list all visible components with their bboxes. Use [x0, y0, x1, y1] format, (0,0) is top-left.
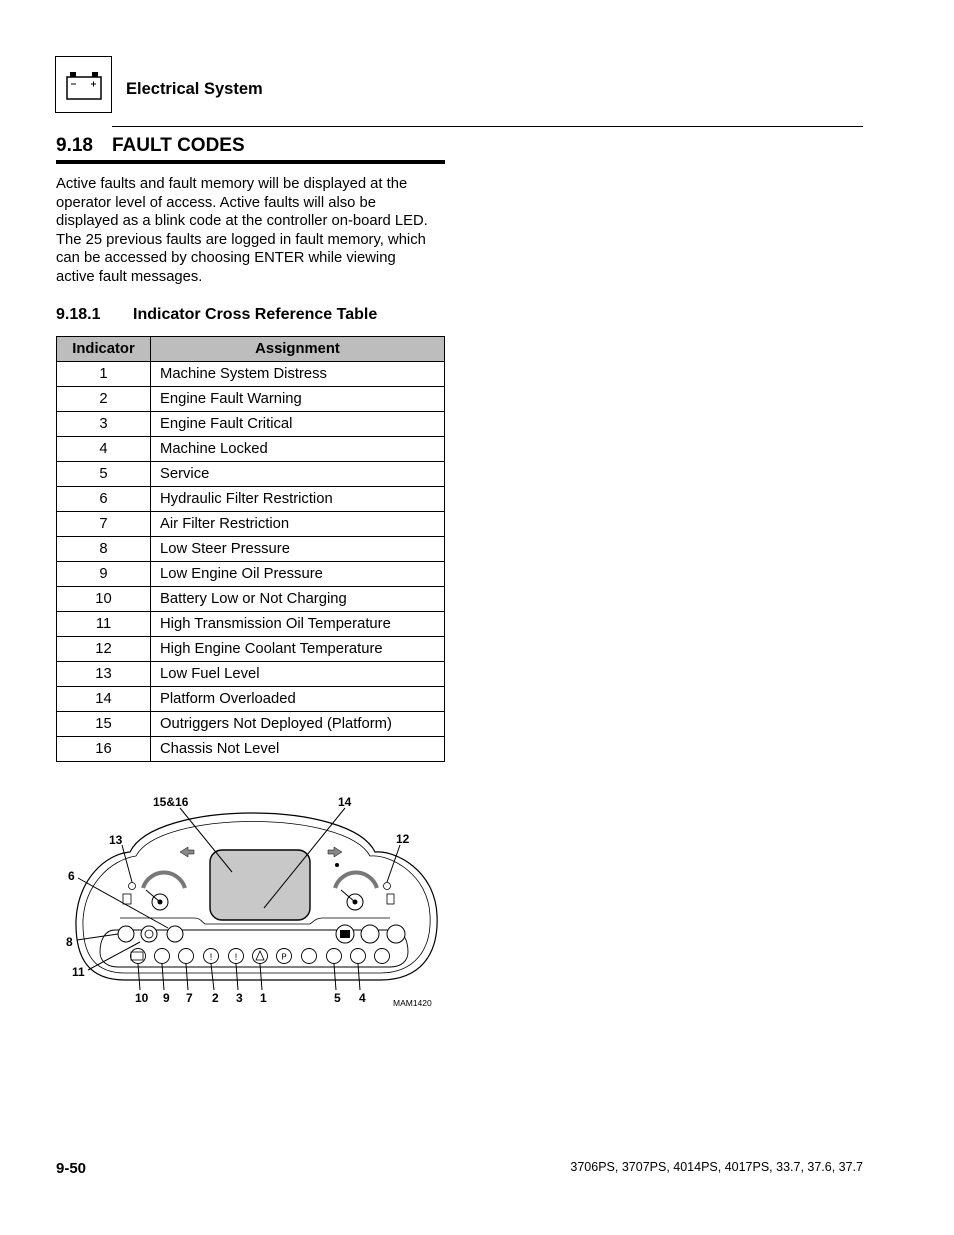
table-row: [57, 737, 445, 762]
indicator-cell: 15: [57, 712, 151, 737]
callout-3: 3: [236, 991, 243, 1005]
callout-8: 8: [66, 935, 73, 949]
assignment-cell: Low Fuel Level: [151, 662, 445, 687]
header-rule: [112, 126, 863, 127]
assignment-cell: Machine Locked: [151, 437, 445, 462]
indicator-cell: 14: [57, 687, 151, 712]
indicator-table: [56, 336, 445, 762]
assignment-cell: Hydraulic Filter Restriction: [151, 487, 445, 512]
intro-line: operator level of access. Active faults will also be: [56, 194, 376, 211]
subheading: [56, 306, 377, 324]
battery-icon: [56, 57, 113, 114]
assignment-cell: Low Engine Oil Pressure: [151, 562, 445, 587]
subheading-number: 9.18.1: [56, 306, 101, 323]
indicator-cell: 13: [57, 662, 151, 687]
table-row: [57, 637, 445, 662]
heading-rule: [56, 160, 445, 164]
table-row: [57, 587, 445, 612]
callout-7: 7: [186, 991, 193, 1005]
header-assignment: Assignment: [151, 337, 445, 362]
table-row: [57, 612, 445, 637]
indicator-cell: 4: [57, 437, 151, 462]
callout-4: 4: [359, 991, 366, 1005]
instrument-cluster-figure: [60, 790, 450, 1020]
intro-line: Active faults and fault memory will be displayed at the: [56, 176, 408, 192]
figure-id: MAM1420: [393, 998, 432, 1008]
battery-icon-box: [55, 56, 112, 113]
intro-line: active fault messages.: [56, 268, 203, 285]
callout-13: 13: [109, 833, 123, 847]
table-row: [57, 387, 445, 412]
indicator-cell: 5: [57, 462, 151, 487]
assignment-cell: Machine System Distress: [151, 362, 445, 387]
section-title: Electrical System: [126, 80, 263, 98]
table-row: [57, 712, 445, 737]
table-row: [57, 662, 445, 687]
callout-2: 2: [212, 991, 219, 1005]
indicator-cell: 10: [57, 587, 151, 612]
assignment-cell: Chassis Not Level: [151, 737, 445, 762]
indicator-cell: 3: [57, 412, 151, 437]
header-indicator: Indicator: [57, 337, 151, 362]
page-number: 9-50: [56, 1160, 87, 1177]
intro-line: The 25 previous faults are logged in fault memory, which: [56, 231, 426, 248]
callout-5: 5: [334, 991, 341, 1005]
assignment-cell: Outriggers Not Deployed (Platform): [151, 712, 445, 737]
intro-paragraph: [56, 175, 451, 287]
assignment-cell: Battery Low or Not Charging: [151, 587, 445, 612]
table-row: [57, 487, 445, 512]
heading-number: 9.18: [56, 135, 93, 156]
table-row: [57, 462, 445, 487]
assignment-cell: High Transmission Oil Temperature: [151, 612, 445, 637]
intro-line: can be accessed by choosing ENTER while viewing: [56, 250, 396, 267]
indicator-cell: 12: [57, 637, 151, 662]
indicator-cell: 2: [57, 387, 151, 412]
assignment-cell: Engine Fault Warning: [151, 387, 445, 412]
indicator-cell: 8: [57, 537, 151, 562]
heading-title: FAULT CODES: [112, 135, 245, 156]
svg-text:!: !: [209, 952, 213, 962]
table-row: [57, 537, 445, 562]
table-row: [57, 412, 445, 437]
page-heading: [56, 135, 245, 157]
assignment-cell: Low Steer Pressure: [151, 537, 445, 562]
callout-12: 12: [396, 832, 410, 846]
callout-1: 1: [260, 991, 267, 1005]
model-list: 3706PS, 3707PS, 4014PS, 4017PS, 33.7, 37.6, 37.7: [570, 1160, 863, 1174]
assignment-cell: Air Filter Restriction: [151, 512, 445, 537]
indicator-cell: 11: [57, 612, 151, 637]
svg-text:P: P: [281, 952, 287, 962]
table-row: [57, 512, 445, 537]
indicator-cell: 1: [57, 362, 151, 387]
table-row: [57, 687, 445, 712]
indicator-cell: 16: [57, 737, 151, 762]
table-header-row: [57, 337, 445, 362]
indicator-cell: 6: [57, 487, 151, 512]
assignment-cell: Platform Overloaded: [151, 687, 445, 712]
assignment-cell: Service: [151, 462, 445, 487]
svg-text:!: !: [234, 952, 238, 962]
callout-11: 11: [72, 965, 85, 979]
assignment-cell: High Engine Coolant Temperature: [151, 637, 445, 662]
callout-14: 14: [338, 795, 352, 809]
callout-15-16: 15&16: [153, 795, 189, 809]
table-row: [57, 437, 445, 462]
subheading-title: Indicator Cross Reference Table: [133, 306, 378, 323]
callout-10: 10: [135, 991, 149, 1005]
callout-9: 9: [163, 991, 170, 1005]
assignment-cell: Engine Fault Critical: [151, 412, 445, 437]
table-row: [57, 562, 445, 587]
instrument-cluster-diagram: [60, 790, 450, 1015]
callout-6: 6: [68, 869, 75, 883]
indicator-cell: 7: [57, 512, 151, 537]
table-row: [57, 362, 445, 387]
indicator-cell: 9: [57, 562, 151, 587]
intro-line: displayed as a blink code at the controller on-board LED.: [56, 213, 428, 230]
